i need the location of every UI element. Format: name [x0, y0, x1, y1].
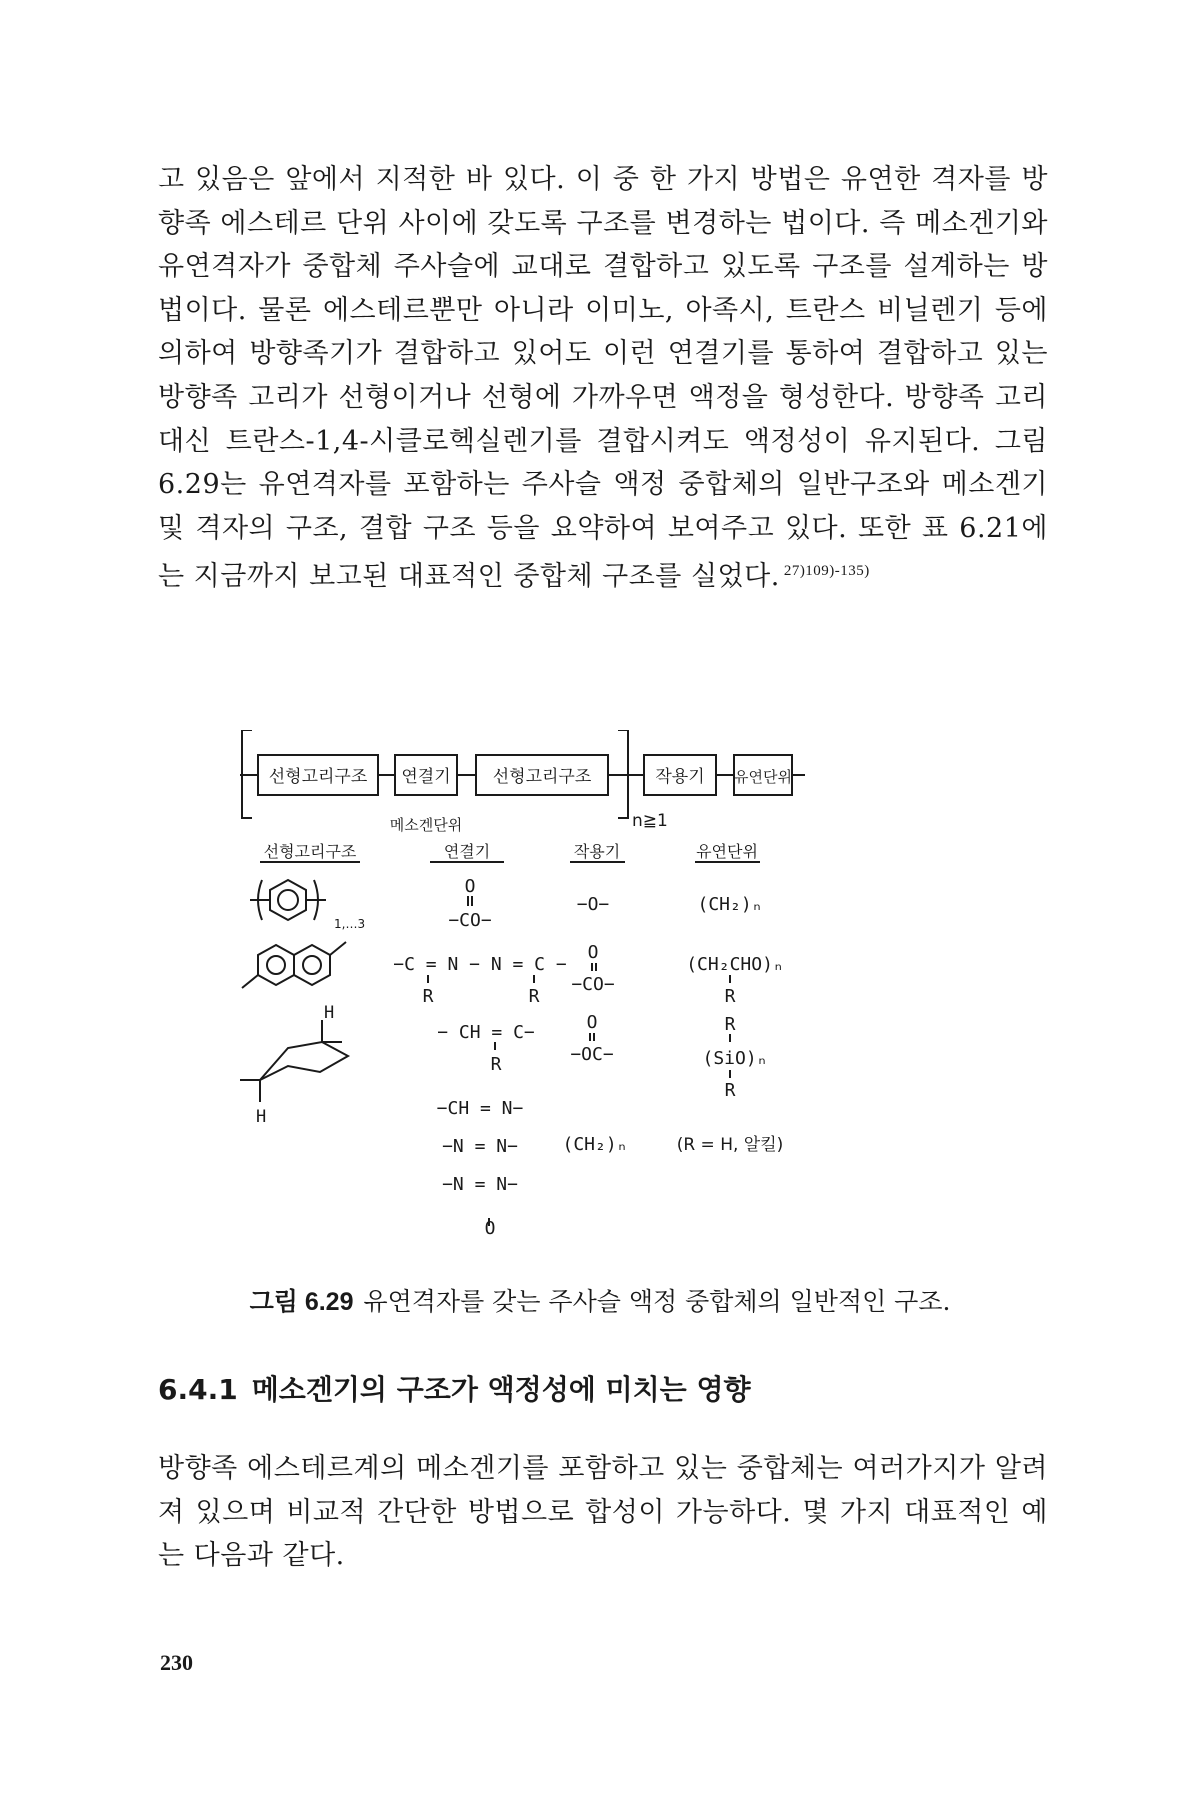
- section-number: 6.4.1: [158, 1373, 238, 1406]
- flexible-siloxane: (SiO)ₙ: [702, 1048, 768, 1069]
- scheme-ring-label-2: 선형고리구조: [492, 767, 592, 787]
- figure-6-29: [240, 730, 940, 1240]
- scheme-functional-label: 작용기: [655, 767, 705, 787]
- header-ring-structures: 선형고리구조: [263, 842, 357, 861]
- cyclohexane-h-bottom: H: [256, 1107, 267, 1127]
- header-linkers: 연결기: [443, 842, 491, 861]
- functional-ester2: −OC−: [570, 1044, 614, 1065]
- caption-text: 유연격자를 갖는 주사슬 액정 중합체의 일반적인 구조.: [363, 1287, 951, 1316]
- linker-vinylene: − CH = C−: [437, 1022, 535, 1043]
- scheme-linker-label: 연결기: [401, 767, 451, 787]
- phenylene-subscript: 1,…3: [334, 917, 366, 931]
- linker-azine-r2: R: [528, 986, 540, 1007]
- functional-ester2-o: O: [586, 1012, 598, 1033]
- paragraph-1-text: 고 있음은 앞에서 지적한 바 있다. 이 중 한 가지 방법은 유연한 격자를 방향족 에스테르 단위 사이에 갖도록 구조를 변경하는 법이다. 즉 메소겐기와 유연격자가 중합체 주사슬에 교대로 결합하고 있도록 구조를 설계하는 방법이다. 물론 에스테르뿐만 아니라 이미노, 아족시, 트란스 비닐렌기 등에 의하여 방향족기가 결합하고 있어도 이런 연결기를 통하여 결합하고 있는 방향족 고리가 선형이거나 선형에 가까우면 액정을 형성한다. 방향족 고리 대신 트란스-1,4-시클로헥실렌기를 결합시켜도 액정성이 유지된다. 그림 6.29는 유연격자를 포함하는 주사슬 액정 중합체의 일반구조와 메소겐기 및 격자의 구조, 결합 구조 등을 요약하여 보여주고 있다. 또한 표 6.21에는 지금까지 보고된 대표적인 중합체 구조를 실었다.: [158, 164, 1048, 593]
- functional-ether: −O−: [576, 894, 610, 915]
- section-title: 메소겐기의 구조가 액정성에 미치는 영향: [251, 1373, 751, 1406]
- naphthalene-ring: [242, 942, 346, 988]
- structure-diagram: [240, 730, 940, 1240]
- functional-methylene: (CH₂)ₙ: [562, 1134, 628, 1155]
- body-paragraph-2: 방향족 에스테르계의 메소겐기를 포함하고 있는 중합체는 여러가지가 알려져 있으며 비교적 간단한 방법으로 합성이 가능하다. 몇 가지 대표적인 예는 다음과 같다.: [158, 1453, 1048, 1572]
- phenylene-ring: [270, 880, 306, 920]
- mesogen-unit-label: 메소겐단위: [389, 816, 463, 834]
- linker-imine: −CH = N−: [436, 1098, 524, 1119]
- caption-number: 그림 6.29: [249, 1288, 354, 1316]
- flexible-methylene: (CH₂)ₙ: [697, 894, 763, 915]
- cyclohexane-h-top: H: [324, 1003, 335, 1023]
- flexible-siloxane-r-bottom: R: [724, 1080, 736, 1101]
- flexible-siloxane-r-top: R: [724, 1014, 736, 1035]
- linker-azoxy-o: O: [484, 1218, 496, 1239]
- cyclohexane-ring: [240, 1020, 348, 1102]
- linker-vinylene-r: R: [490, 1054, 502, 1075]
- linker-azine: −C = N − N = C −: [393, 954, 567, 975]
- linker-azine-r1: R: [422, 986, 434, 1007]
- scheme-ring-label-1: 선형고리구조: [268, 767, 368, 787]
- section-heading: [158, 1368, 751, 1408]
- repeat-count-label: n≧1: [632, 811, 668, 831]
- figure-caption: [0, 1282, 1200, 1318]
- reference-marker: 27)109)-135): [783, 563, 870, 580]
- flexible-ether-r: R: [724, 986, 736, 1007]
- linker-ester-o: O: [464, 876, 476, 897]
- flexible-r-note: (R = H, 알킬): [676, 1135, 784, 1155]
- header-flexible-units: 유연단위: [696, 842, 758, 861]
- header-functional-groups: 작용기: [573, 842, 621, 861]
- functional-ester-o: O: [587, 942, 599, 963]
- flexible-ether: (CH₂CHO)ₙ: [686, 954, 784, 975]
- linker-ester: −CO−: [448, 910, 492, 931]
- functional-ester: −CO−: [571, 974, 615, 995]
- page-number: 230: [160, 1650, 193, 1675]
- linker-azoxy: −N = N−: [442, 1174, 518, 1195]
- body-paragraph-1: [158, 158, 1048, 599]
- scheme-flexible-label: 유연단위: [734, 768, 792, 786]
- linker-azo: −N = N−: [442, 1136, 518, 1157]
